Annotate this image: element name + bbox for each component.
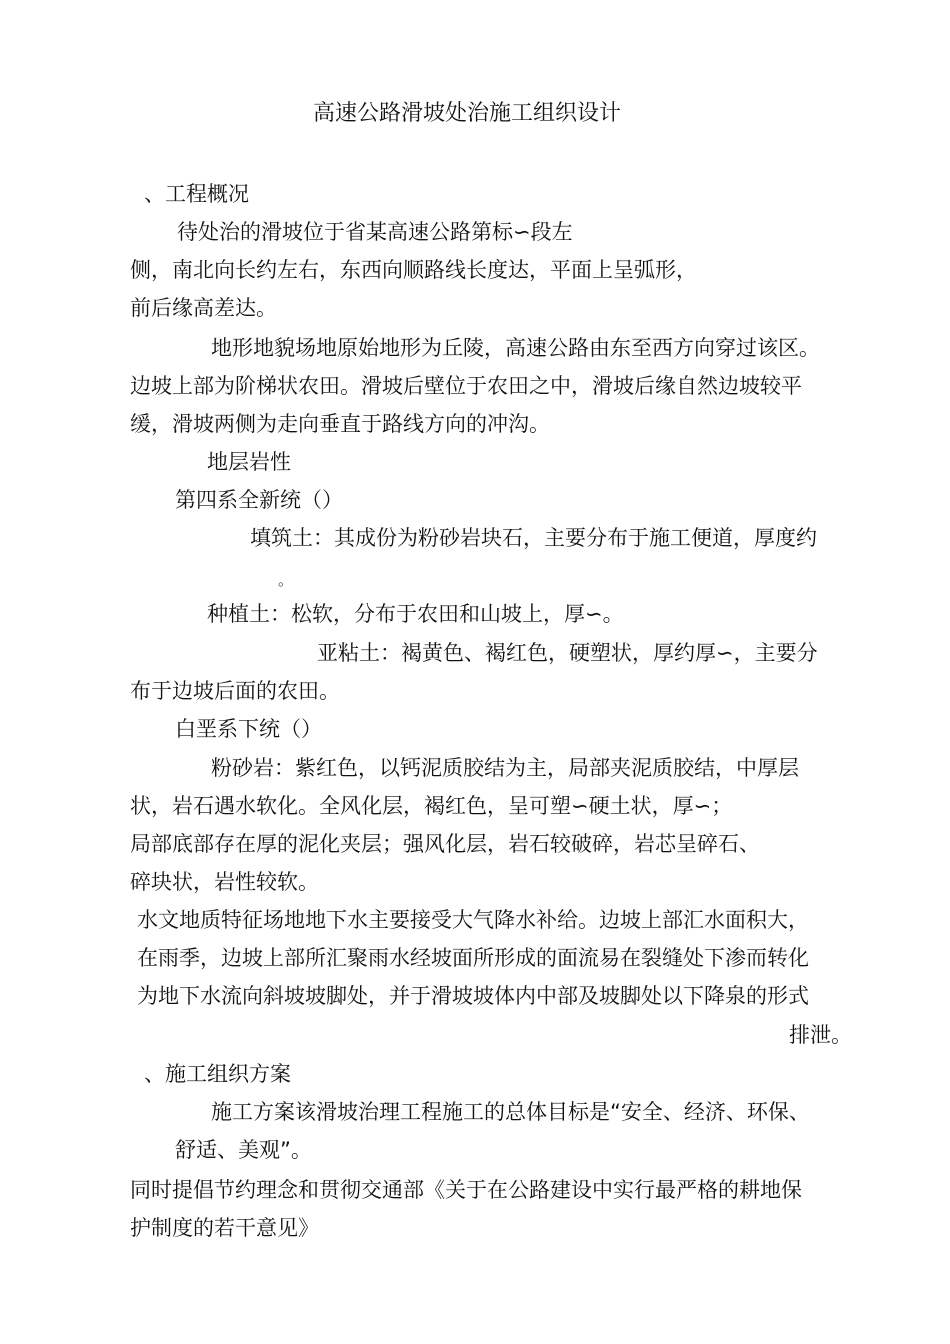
paragraph-line: 排泄。 [789,1023,852,1047]
paragraph-line: 粉砂岩：紫红色，以钙泥质胶结为主，局部夹泥质胶结，中厚层 [211,756,799,780]
paragraph-line: 地形地貌场地原始地形为丘陵，高速公路由东至西方向穿过该区。 [211,336,820,360]
paragraph-line: 在雨季，边坡上部所汇聚雨水经坡面所形成的面流易在裂缝处下渗而转化 [137,946,809,970]
paragraph-line: 。 [278,571,294,589]
paragraph-line: 前后缘高差达。 [130,296,277,320]
paragraph-line: 状，岩石遇水软化。全风化层，褐红色，呈可塑∽硬土状，厚∽； [130,794,733,818]
section-heading-1: 、工程概况 [144,182,249,206]
paragraph-line: 布于边坡后面的农田。 [130,679,340,703]
subheading: 白垩系下统（） [175,717,322,741]
paragraph-line: 局部底部存在厚的泥化夹层；强风化层，岩石较破碎，岩芯呈碎石、 [130,832,760,856]
subheading: 地层岩性 [207,450,291,474]
subheading: 第四系全新统（） [175,488,343,512]
paragraph-line: 护制度的若干意见》 [130,1216,319,1240]
paragraph-line: 水文地质特征场地地下水主要接受大气降水补给。边坡上部汇水面积大， [137,908,809,932]
paragraph-line: 待处治的滑坡位于省某高速公路第标∽段左 [177,220,573,244]
paragraph-line: 填筑土：其成份为粉砂岩块石，主要分布于施工便道，厚度约 [250,526,817,550]
paragraph-line: 亚粘土：褐黄色、褐红色，硬塑状，厚约厚∽，主要分 [317,641,818,665]
paragraph-line: 为地下水流向斜坡坡脚处，并于滑坡坡体内中部及坡脚处以下降泉的形式 [137,984,809,1008]
paragraph-line: 缓，滑坡两侧为走向垂直于路线方向的冲沟。 [130,412,550,436]
paragraph-line: 施工方案该滑坡治理工程施工的总体目标是“安全、经济、环保、 [211,1100,810,1124]
paragraph-line: 边坡上部为阶梯状农田。滑坡后壁位于农田之中，滑坡后缘自然边坡较平 [130,374,802,398]
paragraph-line: 种植土：松软，分布于农田和山坡上，厚∽。 [207,602,624,626]
document-title: 高速公路滑坡处治施工组织设计 [313,101,622,126]
section-heading-2: 、施工组织方案 [144,1062,291,1086]
paragraph-line: 侧，南北向长约左右，东西向顺路线长度达，平面上呈弧形， [130,258,697,282]
paragraph-line: 舒适、美观”。 [175,1138,312,1162]
paragraph-line: 碎块状，岩性较软。 [130,870,319,894]
paragraph-line: 同时提倡节约理念和贯彻交通部《关于在公路建设中实行最严格的耕地保 [130,1178,802,1202]
